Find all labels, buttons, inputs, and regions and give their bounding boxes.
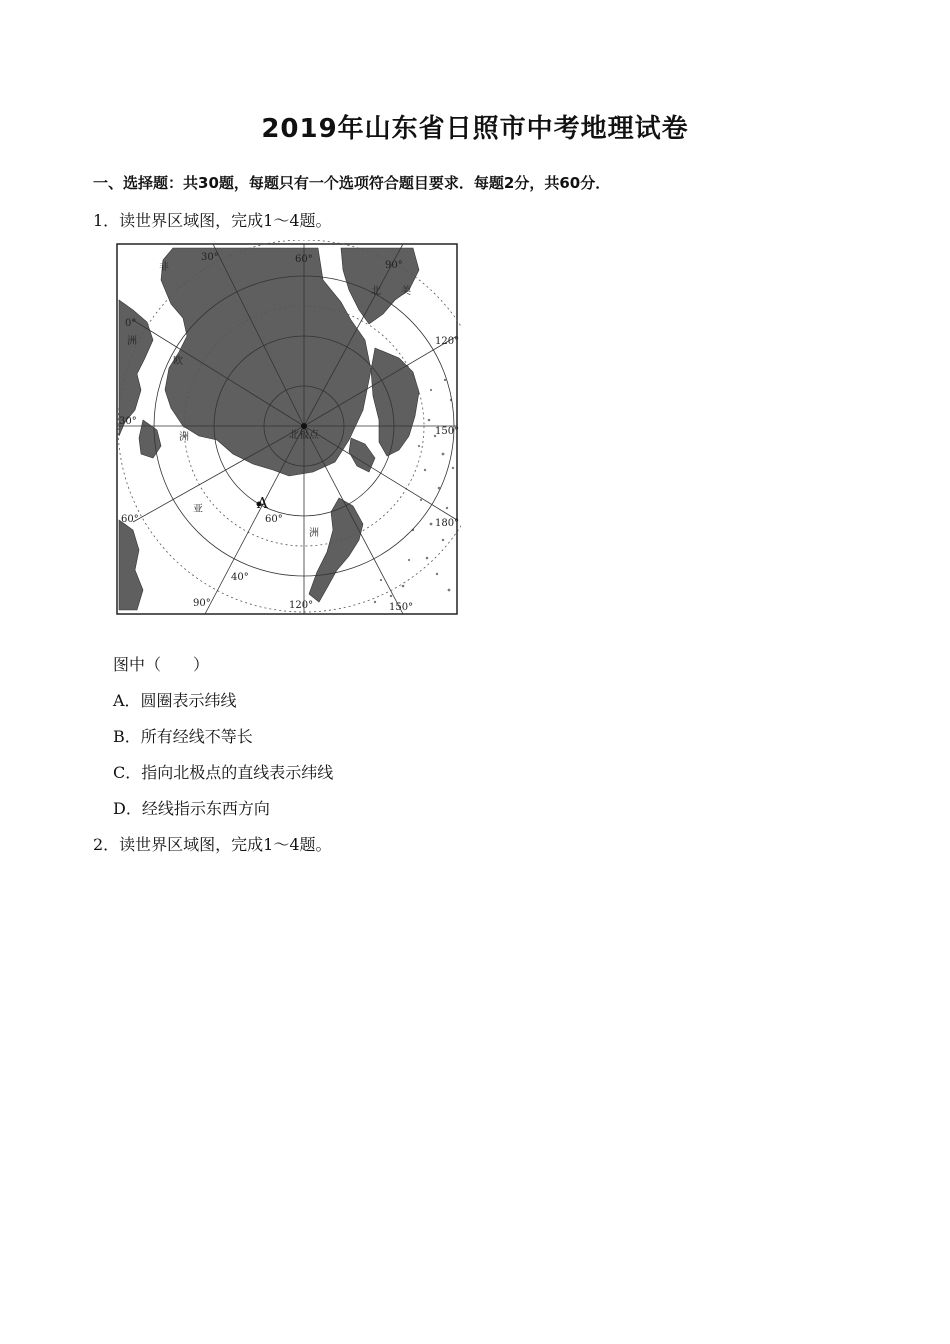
continent-char-zhou-3: 洲	[309, 528, 319, 539]
lat-label-40: 40°	[231, 572, 249, 583]
lon-label-60-left: 60°	[121, 514, 139, 525]
lon-label-150-right: 150°	[435, 426, 460, 437]
continent-char-ya: 亚	[193, 504, 203, 515]
lon-label-120-bottom: 120°	[289, 600, 314, 611]
lon-label-150-bottom: 150°	[389, 602, 414, 613]
lon-label-30-top: 30°	[201, 252, 219, 263]
world-region-map	[113, 240, 461, 618]
lon-label-90-top: 90°	[385, 260, 403, 271]
question-1-prompt: 图中（ ）	[113, 655, 210, 674]
question-1-stem: 1．读世界区域图，完成1～4题。	[93, 211, 332, 230]
continent-char-bei: 北	[371, 286, 381, 297]
north-pole-marker	[301, 423, 307, 429]
continent-char-mei: 美	[401, 286, 411, 297]
section-heading: 一、选择题：共30题，每题只有一个选项符合题目要求．每题2分，共60分．	[93, 174, 611, 192]
north-pole-label: 北极点	[289, 430, 319, 441]
question-1-option-b: B．所有经线不等长	[113, 727, 253, 746]
page-title: 2019年山东省日照市中考地理试卷	[261, 114, 689, 144]
point-a-label: A	[257, 494, 268, 512]
lon-label-90-bottom: 90°	[193, 598, 211, 609]
question-1-option-c: C．指向北极点的直线表示纬线	[113, 763, 334, 782]
question-1-option-a: A．圆圈表示纬线	[113, 691, 237, 710]
continent-char-fei: 非	[159, 262, 169, 273]
lon-label-0: 0°	[125, 318, 137, 329]
question-1-option-d: D．经线指示东西方向	[113, 799, 270, 818]
lon-label-60-top: 60°	[295, 254, 313, 265]
lat-label-60: 60°	[265, 514, 283, 525]
continent-char-zhou-2: 洲	[179, 432, 189, 443]
continent-char-ou: 欧	[173, 356, 183, 367]
question-2-stem: 2．读世界区域图，完成1～4题。	[93, 835, 332, 854]
lon-label-30-left: 30°	[119, 416, 137, 427]
lon-label-180: 180°	[435, 518, 460, 529]
lon-label-120-right: 120°	[435, 336, 460, 347]
continent-char-zhou-1: 洲	[127, 336, 137, 347]
